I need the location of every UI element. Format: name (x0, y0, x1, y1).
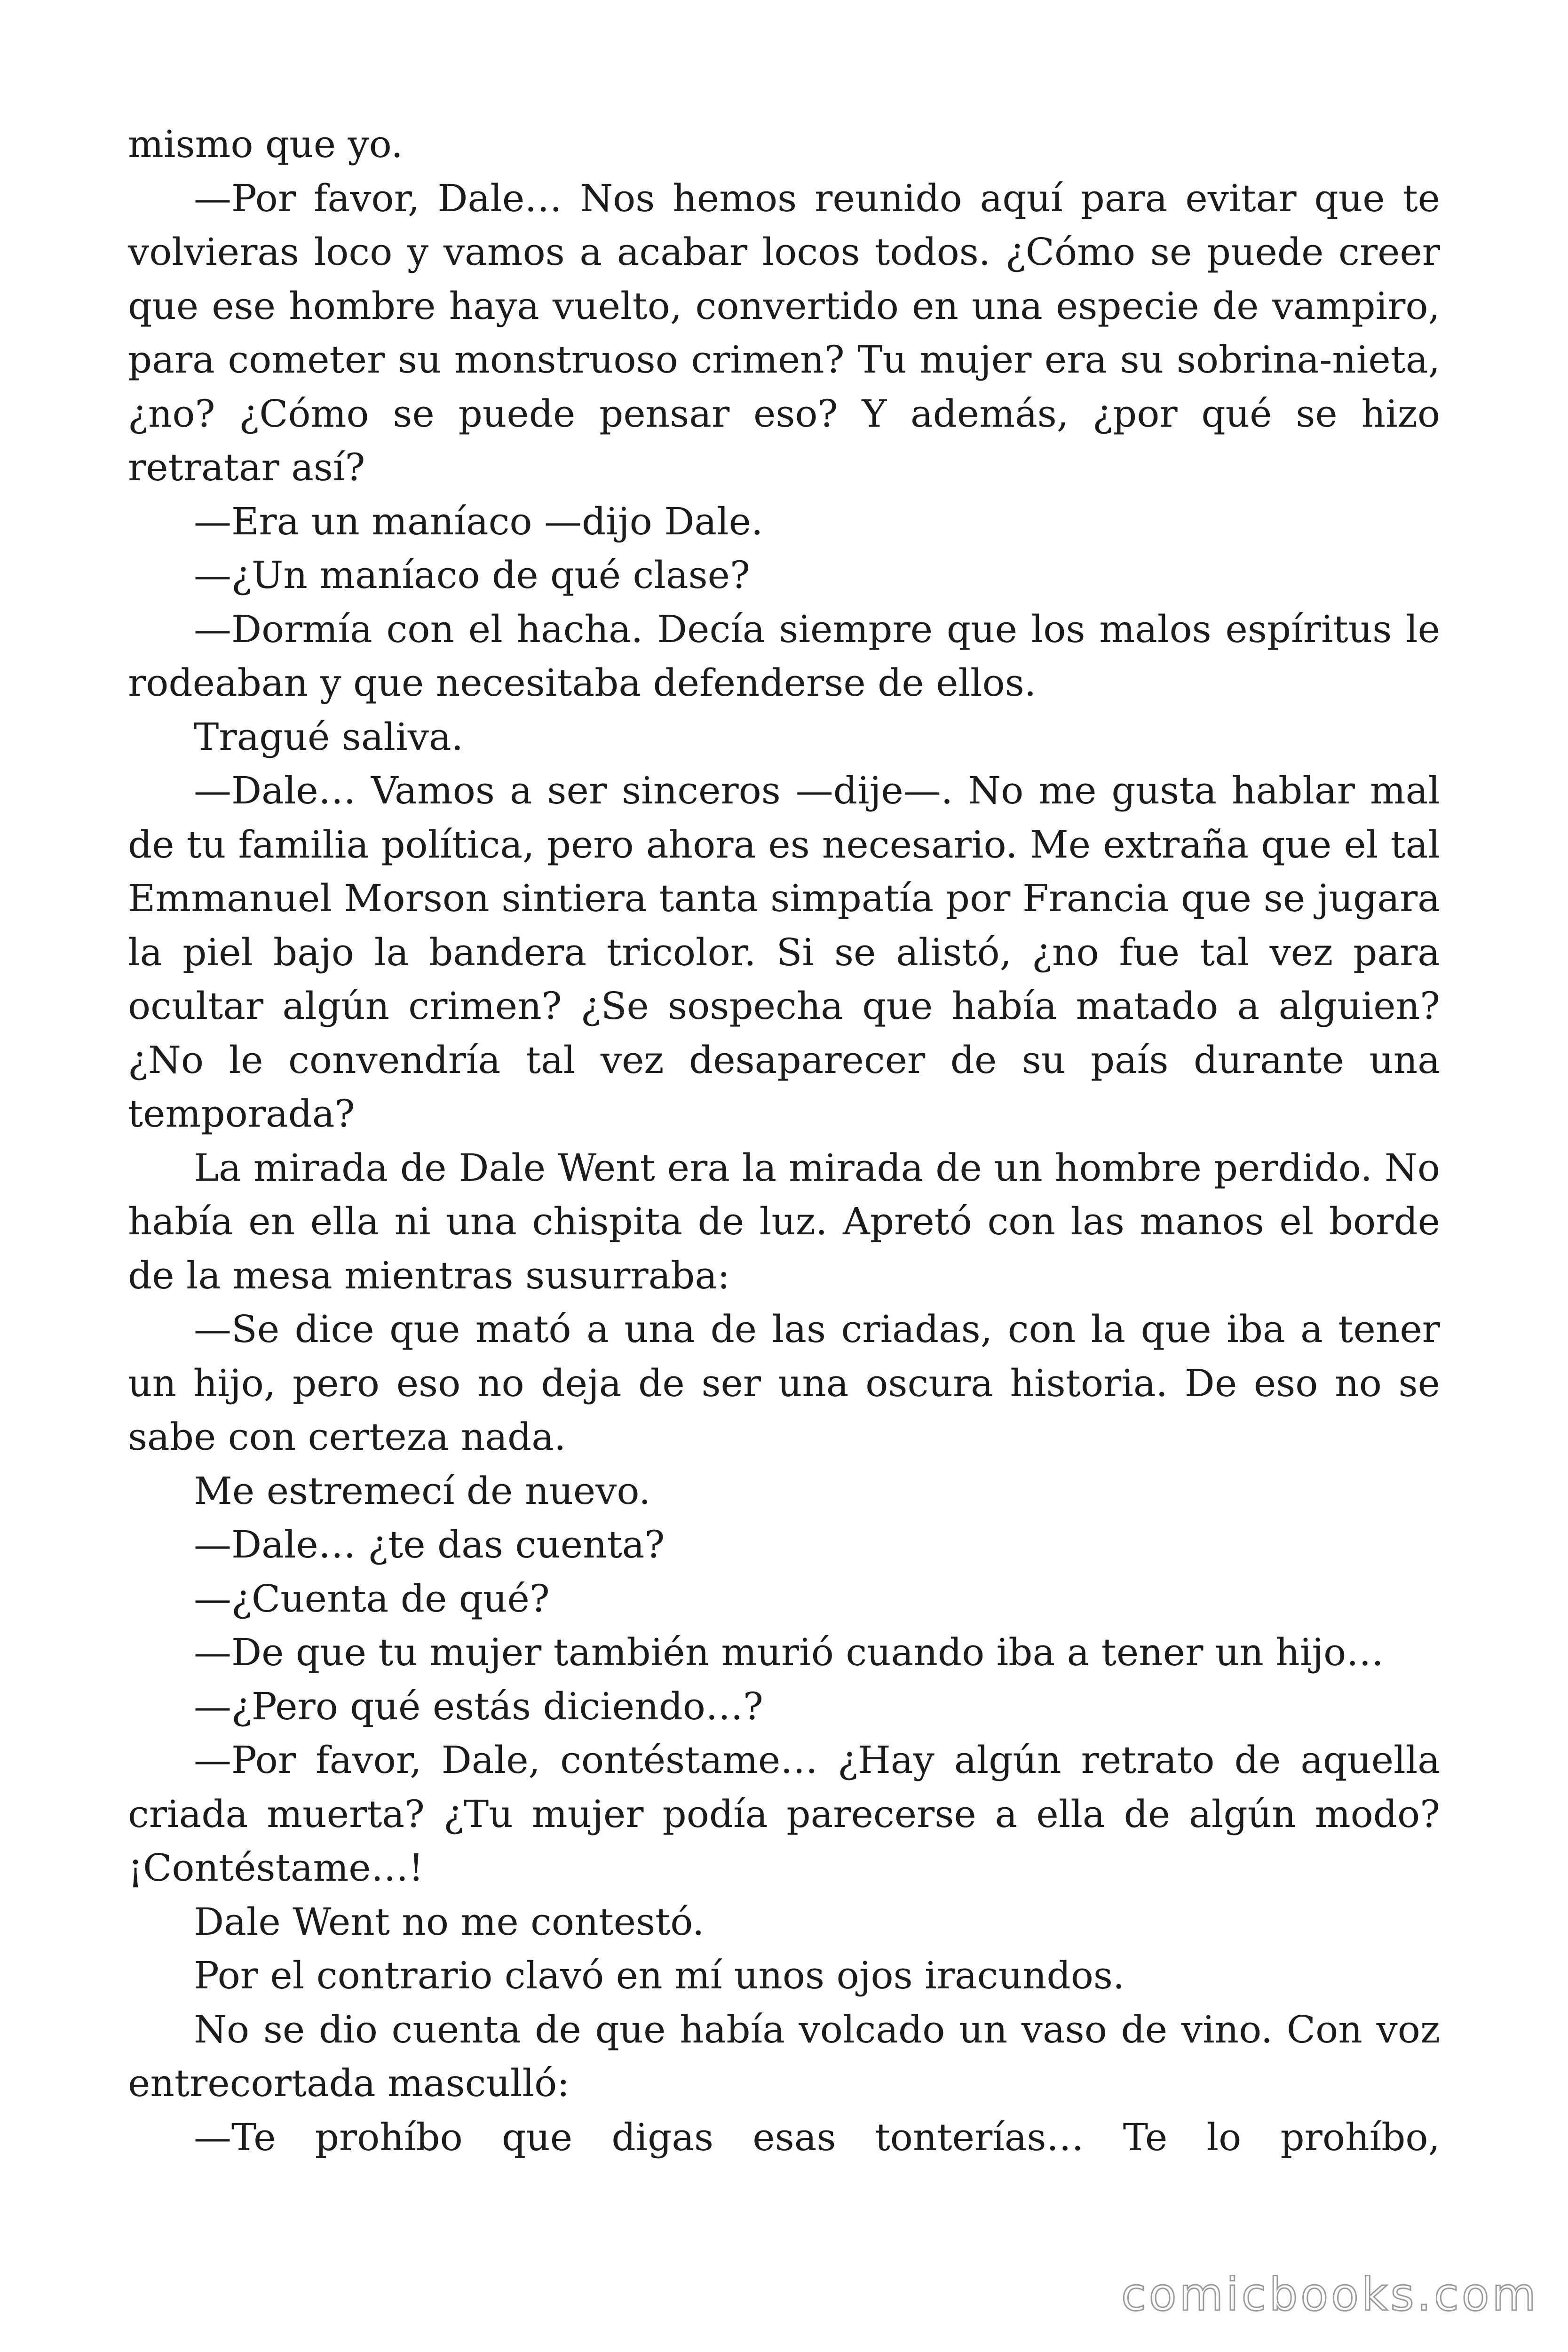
paragraph: Dale Went no me contestó. (194, 1899, 705, 1944)
paragraph: —¿Cuenta de qué? (194, 1576, 550, 1621)
paragraph: —Se dice que mató a una de las criadas, con la que iba a tener un hijo, pero eso no deja de ser una oscura historia. De eso no se sabe con certeza nada. (128, 1307, 1440, 1459)
paragraph: Por el contrario clavó en mí unos ojos iracundos. (194, 1954, 1125, 1997)
paragraph: No se dio cuenta de que había volcado un vaso de vino. Con voz entrecortada masculló: (128, 2007, 1440, 2105)
paragraph: —Dale… Vamos a ser sinceros —dije—. No me gusta hablar mal de tu familia política, pero ahora es necesario. Me extraña que el tal Emmanuel Morson sintiera tanta simpatía por Francia que se jugara la piel bajo la bandera tricolor. Si se alistó, ¿no fue tal vez para ocultar algún crimen? ¿Se sospecha que había matado a alguien? ¿No le convendría tal vez desaparecer de su país durante una temporada? (128, 769, 1440, 1136)
paragraph: —Por favor, Dale… Nos hemos reunido aquí para evitar que te volvieras loco y vamos a acabar locos todos. ¿Cómo se puede creer que ese hombre haya vuelto, convertido en una especie de vampiro, para cometer su monstruoso crimen? Tu mujer era su sobrina-nieta, ¿no? ¿Cómo se puede pensar eso? Y además, ¿por qué se hizo retratar así? (128, 176, 1440, 489)
paragraph: —Por favor, Dale, contéstame… ¿Hay algún retrato de aquella criada muerta? ¿Tu mujer podía parecerse a ella de algún modo? ¡Contéstame…! (128, 1738, 1440, 1890)
watermark-logo: comicbooks.com (1121, 2268, 1539, 2321)
paragraph: Me estremecí de nuevo. (194, 1469, 651, 1513)
page-body-text (128, 118, 1440, 2164)
paragraph: —Era un maníaco —dijo Dale. (194, 499, 763, 543)
paragraph: —Dale… ¿te das cuenta? (194, 1523, 665, 1566)
paragraph: —¿Pero qué estás diciendo…? (194, 1684, 763, 1728)
paragraph: Tragué saliva. (194, 715, 464, 759)
paragraph: mismo que yo. (128, 122, 403, 166)
paragraph: —De que tu mujer también murió cuando iba a tener un hijo… (194, 1630, 1384, 1674)
paragraph: —Dormía con el hacha. Decía siempre que los malos espíritus le rodeaban y que necesitaba defenderse de ellos. (128, 607, 1440, 705)
paragraph: La mirada de Dale Went era la mirada de un hombre perdido. No había en ella ni una chispita de luz. Apretó con las manos el borde de la mesa mientras susurraba: (128, 1145, 1440, 1297)
paragraph: —¿Un maníaco de qué clase? (194, 553, 750, 597)
paragraph: —Te prohíbo que digas esas tonterías… Te lo prohíbo, (194, 2115, 1440, 2159)
